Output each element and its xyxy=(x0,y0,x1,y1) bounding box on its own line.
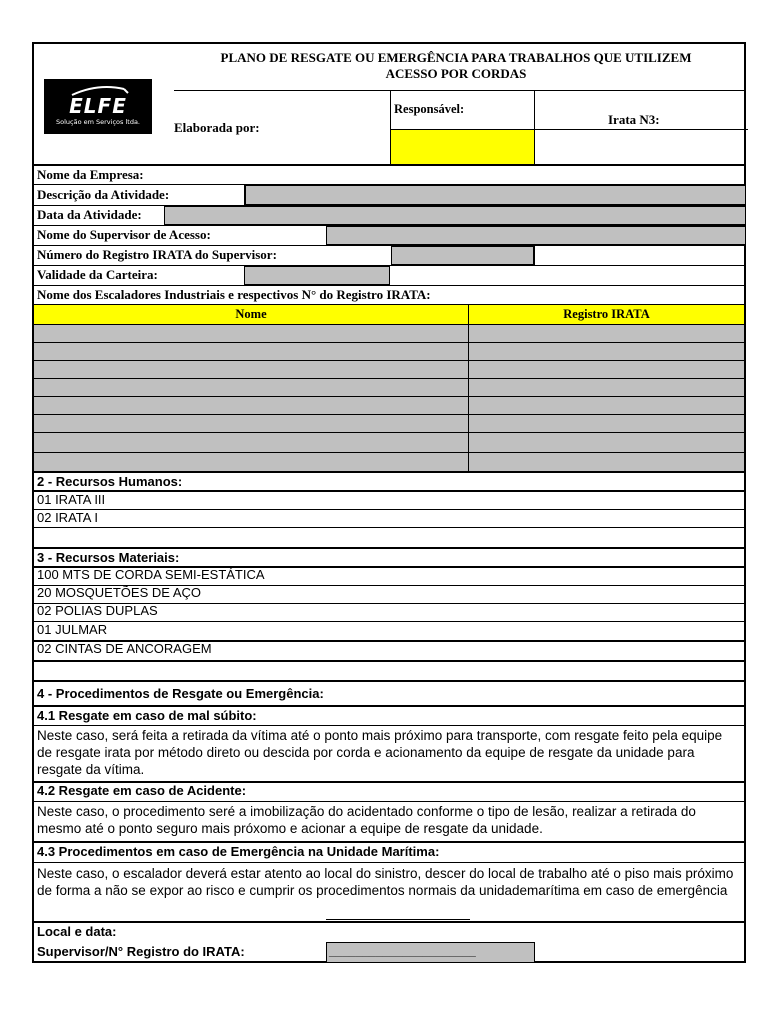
elaborada-label: Elaborada por: xyxy=(174,120,260,135)
supervisor-registro-label: Supervisor/N° Registro do IRATA: xyxy=(37,944,245,959)
logo-tagline: Solução em Serviços ltda. xyxy=(55,118,140,126)
responsavel-value-field[interactable] xyxy=(391,130,534,164)
rm-title: 3 - Recursos Materiais: xyxy=(37,550,180,565)
proc-title: 4 - Procedimentos de Resgate ou Emergência: xyxy=(37,686,324,701)
table-body xyxy=(34,325,744,471)
logo-brand: ELFE xyxy=(69,94,127,118)
rh-item: 01 IRATA III xyxy=(37,492,106,507)
data-label: Data da Atividade: xyxy=(37,207,142,222)
irata-label: Irata N3: xyxy=(608,112,660,127)
proc-s2-text: Neste caso, o procedimento seré a imobilização do acidentado conforme o tipo de lesão, realizar a retirada do mesmo até o ponto seguro mais próxomo e acionar a equipe de resgate da unidade. xyxy=(37,804,696,836)
proc-s3-text: Neste caso, o escalador deverá estar atento ao local do sinistro, descer do local de trabalho até o piso mais próximo de forma a não se expor ao risco e cumprir os procedimentos normais da unidademarítima em caso de emergência xyxy=(37,866,734,898)
table-row[interactable] xyxy=(34,360,744,361)
supervisor-registro-field[interactable] xyxy=(326,942,535,963)
registro-field[interactable] xyxy=(391,246,534,265)
supervisor-label: Nome do Supervisor de Acesso: xyxy=(37,227,211,242)
validade-field[interactable] xyxy=(244,266,390,285)
rm-item: 20 MOSQUETÕES DE AÇO xyxy=(37,585,201,600)
table-row[interactable] xyxy=(34,452,744,453)
table-row[interactable] xyxy=(34,378,744,379)
table-row[interactable] xyxy=(34,414,744,415)
rm-item: 02 POLIAS DUPLAS xyxy=(37,603,158,618)
local-data-label: Local e data: xyxy=(37,924,117,939)
rm-item: 01 JULMAR xyxy=(37,622,108,637)
proc-s1-text: Neste caso, será feita a retirada da vítima até o ponto mais próximo para transporte, com resgate feito pela equipe de resgate irata por método direto ou descida por corda e acionamento da equipe de resgate da unidade para resgate da vítima. xyxy=(37,728,723,777)
rh-item: 02 IRATA I xyxy=(37,510,98,525)
signature-underline: ______________________ xyxy=(329,944,476,958)
supervisor-field[interactable] xyxy=(326,226,746,245)
escaladores-label: Nome dos Escaladores Industriais e respectivos N° do Registro IRATA: xyxy=(37,287,431,302)
registro-label: Número do Registro IRATA do Supervisor: xyxy=(37,247,277,262)
col-registro-header: Registro IRATA xyxy=(563,307,650,321)
rm-item: 02 CINTAS DE ANCORAGEM xyxy=(37,641,212,656)
proc-s1-title: 4.1 Resgate em caso de mal súbito: xyxy=(37,708,257,723)
proc-s3-title: 4.3 Procedimentos em caso de Emergência na Unidade Marítima: xyxy=(37,844,440,859)
data-field[interactable] xyxy=(164,206,746,225)
rm-item: 100 MTS DE CORDA SEMI-ESTÁTICA xyxy=(37,567,265,582)
descricao-label: Descrição da Atividade: xyxy=(37,187,170,202)
title-line-1: PLANO DE RESGATE OU EMERGÊNCIA PARA TRABALHOS QUE UTILIZEM xyxy=(220,50,692,65)
table-row[interactable] xyxy=(34,342,744,343)
table-header xyxy=(34,305,744,324)
responsavel-label: Responsável: xyxy=(394,102,465,116)
title-line-2: ACESSO POR CORDAS xyxy=(385,66,527,81)
empresa-label: Nome da Empresa: xyxy=(37,167,144,182)
form-page xyxy=(32,42,746,963)
table-row[interactable] xyxy=(34,396,744,397)
col-nome-header: Nome xyxy=(235,307,267,321)
proc-s2-title: 4.2 Resgate em caso de Acidente: xyxy=(37,783,247,798)
rh-title: 2 - Recursos Humanos: xyxy=(37,474,183,489)
table-row[interactable] xyxy=(34,432,744,433)
descricao-field[interactable] xyxy=(245,185,746,205)
validade-label: Validade da Carteira: xyxy=(37,267,158,282)
page-title xyxy=(164,50,748,82)
company-logo xyxy=(44,79,152,134)
